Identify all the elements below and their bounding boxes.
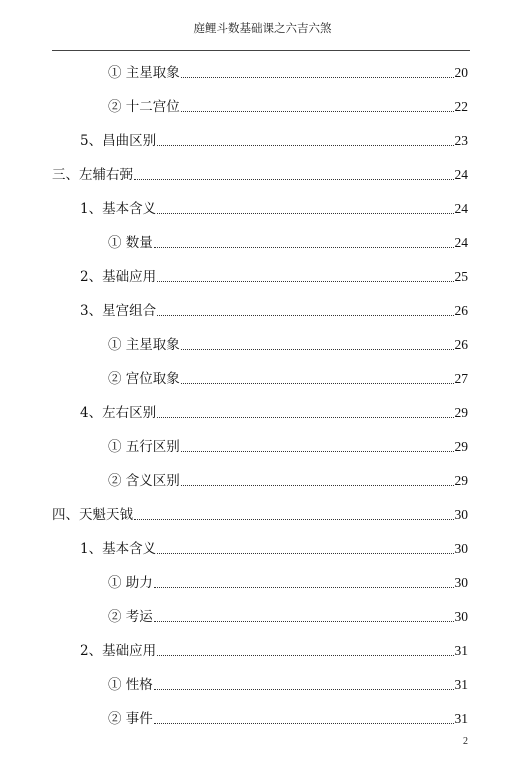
toc-entry[interactable] xyxy=(108,608,468,626)
toc-dot-leader xyxy=(181,451,454,452)
toc-entry[interactable] xyxy=(80,200,468,218)
toc-dot-leader xyxy=(181,349,454,350)
toc-entry[interactable] xyxy=(108,676,468,694)
toc-entry-page: 29 xyxy=(454,473,468,488)
toc-entry[interactable] xyxy=(108,370,468,388)
toc-dot-leader xyxy=(181,111,454,112)
toc-entry[interactable] xyxy=(80,404,468,422)
toc-dot-leader xyxy=(157,281,453,282)
toc-entry-title: ① 助力 xyxy=(108,575,153,591)
toc-dot-leader xyxy=(181,77,454,78)
toc-entry-title: 四、天魁天钺 xyxy=(52,507,133,523)
toc-dot-leader xyxy=(154,689,454,690)
toc-entry-page: 31 xyxy=(454,643,468,658)
toc-entry-page: 24 xyxy=(454,235,468,250)
toc-dot-leader xyxy=(157,553,453,554)
toc-entry-title: 4、左右区别 xyxy=(80,405,157,421)
toc-entry-title: 2、基础应用 xyxy=(80,643,157,659)
toc-entry[interactable] xyxy=(52,506,468,524)
toc-entry-title: ② 事件 xyxy=(108,711,153,727)
toc-dot-leader xyxy=(157,145,453,146)
toc-entry-page: 30 xyxy=(454,507,468,522)
toc-entry-title: 三、左辅右弼 xyxy=(52,167,133,183)
toc-entry-page: 31 xyxy=(454,677,468,692)
toc-dot-leader xyxy=(181,485,454,486)
toc-dot-leader xyxy=(157,213,453,214)
toc-entry-title: 1、基本含义 xyxy=(80,201,157,217)
toc-entry[interactable] xyxy=(108,710,468,728)
toc-entry-page: 22 xyxy=(454,99,468,114)
toc-entry[interactable] xyxy=(108,234,468,252)
toc-entry-page: 26 xyxy=(454,337,468,352)
toc-entry-page: 30 xyxy=(454,609,468,624)
toc-dot-leader xyxy=(157,655,453,656)
header-title: 庭鲤斗数基础课之六吉六煞 xyxy=(193,21,332,35)
page-number: 2 xyxy=(463,736,468,747)
toc-entry[interactable] xyxy=(108,336,468,354)
toc-entry-page: 31 xyxy=(454,711,468,726)
toc-entry-title: ② 宫位取象 xyxy=(108,371,180,387)
toc-entry-title: ② 考运 xyxy=(108,609,153,625)
toc-entry-page: 23 xyxy=(454,133,468,148)
toc-entry-title: 3、星宫组合 xyxy=(80,303,157,319)
toc-entry[interactable] xyxy=(80,302,468,320)
toc-entry-title: ① 数量 xyxy=(108,235,153,251)
toc-dot-leader xyxy=(157,417,453,418)
toc-entry-page: 29 xyxy=(454,439,468,454)
toc-entry-title: 1、基本含义 xyxy=(80,541,157,557)
toc-entry-title: 5、昌曲区别 xyxy=(80,133,157,149)
toc-dot-leader xyxy=(157,315,453,316)
toc-entry-title: ① 主星取象 xyxy=(108,65,180,81)
toc-entry[interactable] xyxy=(108,98,468,116)
toc-dot-leader xyxy=(181,383,454,384)
toc-entry[interactable] xyxy=(108,472,468,490)
toc-entry-title: 2、基础应用 xyxy=(80,269,157,285)
toc-entry[interactable] xyxy=(108,574,468,592)
toc-entry-page: 26 xyxy=(454,303,468,318)
toc-entry-title: ② 十二宫位 xyxy=(108,99,180,115)
toc-entry[interactable] xyxy=(80,268,468,286)
toc-entry-page: 30 xyxy=(454,541,468,556)
toc-entry[interactable] xyxy=(108,64,468,82)
toc-entry[interactable] xyxy=(80,642,468,660)
toc-entry-page: 24 xyxy=(454,201,468,216)
toc-entry-page: 24 xyxy=(454,167,468,182)
toc-entry-title: ① 五行区别 xyxy=(108,439,180,455)
toc-entry[interactable] xyxy=(52,166,468,184)
toc-entry-title: ① 性格 xyxy=(108,677,153,693)
toc-dot-leader xyxy=(134,519,454,520)
toc-entry-title: ① 主星取象 xyxy=(108,337,180,353)
toc-entry-page: 29 xyxy=(454,405,468,420)
toc-entry-page: 20 xyxy=(454,65,468,80)
toc-dot-leader xyxy=(154,247,454,248)
toc-entry-title: ② 含义区别 xyxy=(108,473,180,489)
toc-entry[interactable] xyxy=(80,540,468,558)
toc-entry-page: 27 xyxy=(454,371,468,386)
toc-entry-page: 25 xyxy=(454,269,468,284)
toc-dot-leader xyxy=(134,179,454,180)
toc-dot-leader xyxy=(154,621,454,622)
toc-dot-leader xyxy=(154,723,454,724)
toc-dot-leader xyxy=(154,587,454,588)
toc-entry[interactable] xyxy=(80,132,468,150)
toc-entry[interactable] xyxy=(108,438,468,456)
toc-entry-page: 30 xyxy=(454,575,468,590)
